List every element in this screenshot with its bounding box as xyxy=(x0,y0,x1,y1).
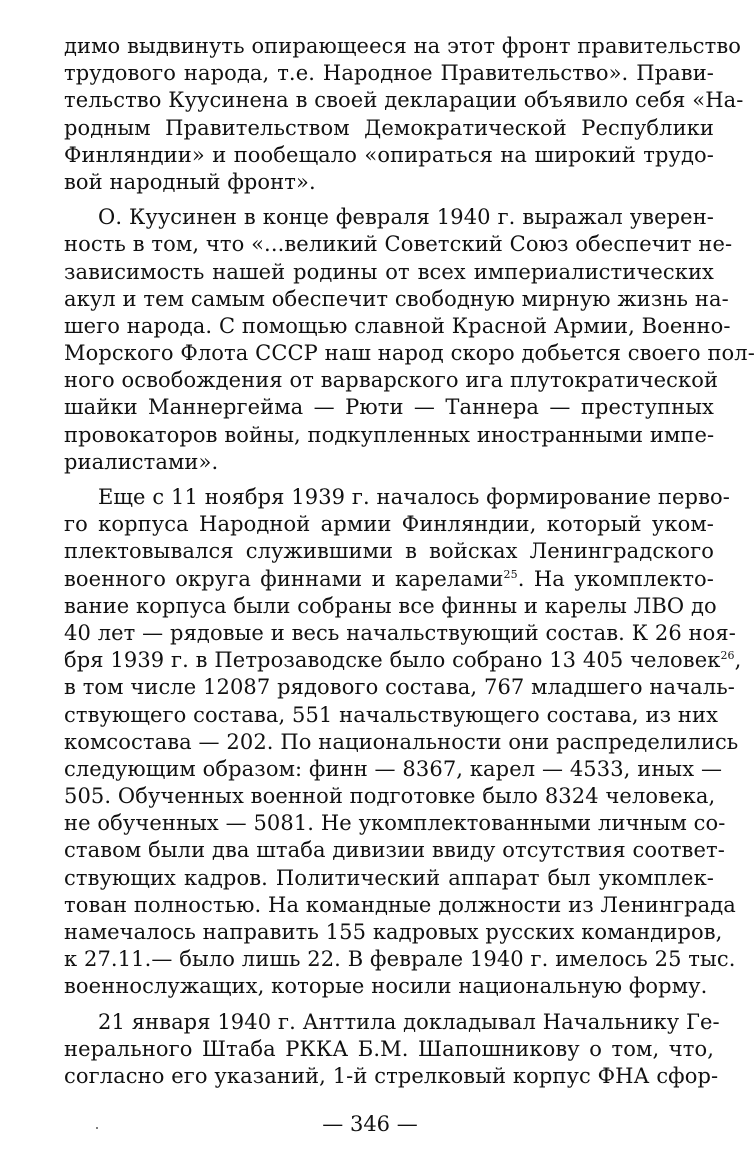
text-line: тован полностью. На командные должности из Ленинграда xyxy=(64,892,736,917)
text-line: риалистами». xyxy=(64,449,219,474)
text-line: военнослужащих, которые носили национальную форму. xyxy=(64,974,708,999)
text-fragment: . На укомплекто- xyxy=(517,566,714,591)
footnote-marker-25: 25 xyxy=(503,567,518,581)
text-line: к 27.11.— было лишь 22. В феврале 1940 г. имелось 25 тыс. xyxy=(64,947,736,972)
text-fragment: , xyxy=(734,648,742,673)
text-fragment: бря 1939 г. в Петрозаводске было собрано 13 405 человек xyxy=(64,648,721,673)
text-line: шего народа. С помощью славной Красной Армии, Военно- xyxy=(64,313,731,338)
text-line: Морского Флота СССР наш народ скоро добьется своего пол- xyxy=(64,341,755,366)
text-line: ствующего состава, 551 начальствующего состава, из них xyxy=(64,702,719,727)
text-line: тельство Куусинена в своей декларации объявило себя «На- xyxy=(64,88,744,113)
text-line: 505. Обученных военной подготовке было 8324 человека, xyxy=(64,784,716,809)
paragraph-2 xyxy=(64,204,755,476)
text-line: провокаторов войны, подкупленных иностранными импе- xyxy=(64,422,715,447)
text-line: вание корпуса были собраны все финны и карелы ЛВО до xyxy=(64,593,717,618)
text-line: ность в том, что «...великий Советский Союз обеспечит не- xyxy=(64,232,733,257)
text-line: ного освобождения от варварского ига плутократической xyxy=(64,368,719,393)
text-line: согласно его указаний, 1-й стрелковый корпус ФНА сфор- xyxy=(64,1063,719,1088)
page-number: — 346 — xyxy=(322,1112,418,1136)
text-line: нерального Штаба РККА Б.М. Шапошникову о том, что, xyxy=(64,1036,714,1061)
text-line: зависимость нашей родины от всех империалистических xyxy=(64,259,714,284)
text-line: димо выдвинуть опирающееся на этот фронт правительство xyxy=(64,34,742,58)
text-line: го корпуса Народной армии Финляндии, который уком- xyxy=(64,512,714,537)
text-line: родным Правительством Демократической Республики xyxy=(64,115,714,140)
text-line-with-footnote xyxy=(64,647,742,674)
text-line: комсостава — 202. По национальности они распределились xyxy=(64,729,739,754)
text-line: ставом были два штаба дивизии ввиду отсутствия соответ- xyxy=(64,838,725,863)
text-line: 21 января 1940 г. Анттила докладывал Начальнику Ге- xyxy=(98,1009,720,1034)
paragraph-3 xyxy=(64,484,742,1001)
text-line: в том числе 12087 рядового состава, 767 младшего началь- xyxy=(64,675,735,700)
text-fragment: военного округа финнами и карелами xyxy=(64,566,504,591)
text-line: акул и тем самым обеспечит свободную мирную жизнь на- xyxy=(64,286,729,311)
text-line: шайки Маннергейма — Рюти — Таннера — преступных xyxy=(64,395,714,420)
paragraph-1 xyxy=(64,33,744,196)
text-line: плектовывался служившими в войсках Ленинградского xyxy=(64,539,714,564)
footnote-marker-26: 26 xyxy=(720,649,735,663)
text-line: Финляндии» и пообещало «опираться на широкий трудо- xyxy=(64,142,714,167)
text-line: трудового народа, т.е. Народное Правительство». Прави- xyxy=(64,61,714,86)
text-line: ствующих кадров. Политический аппарат был укомплек- xyxy=(64,865,714,890)
text-line: Еще с 11 ноября 1939 г. началось формирование перво- xyxy=(98,485,730,509)
paragraph-4 xyxy=(64,1009,720,1091)
text-line: 40 лет — рядовые и весь начальствующий состав. К 26 ноя- xyxy=(64,620,736,645)
text-line-with-footnote xyxy=(64,566,714,593)
page-body xyxy=(64,33,755,1098)
text-line: О. Куусинен в конце февраля 1940 г. выражал уверен- xyxy=(98,205,714,230)
text-line: не обученных — 5081. Не укомплектованными личным со- xyxy=(64,811,726,836)
text-line: вой народный фронт». xyxy=(64,169,316,194)
text-line: следующим образом: финн — 8367, карел — 4533, иных — xyxy=(64,756,723,781)
text-line: намечалось направить 155 кадровых русских командиров, xyxy=(64,920,723,944)
